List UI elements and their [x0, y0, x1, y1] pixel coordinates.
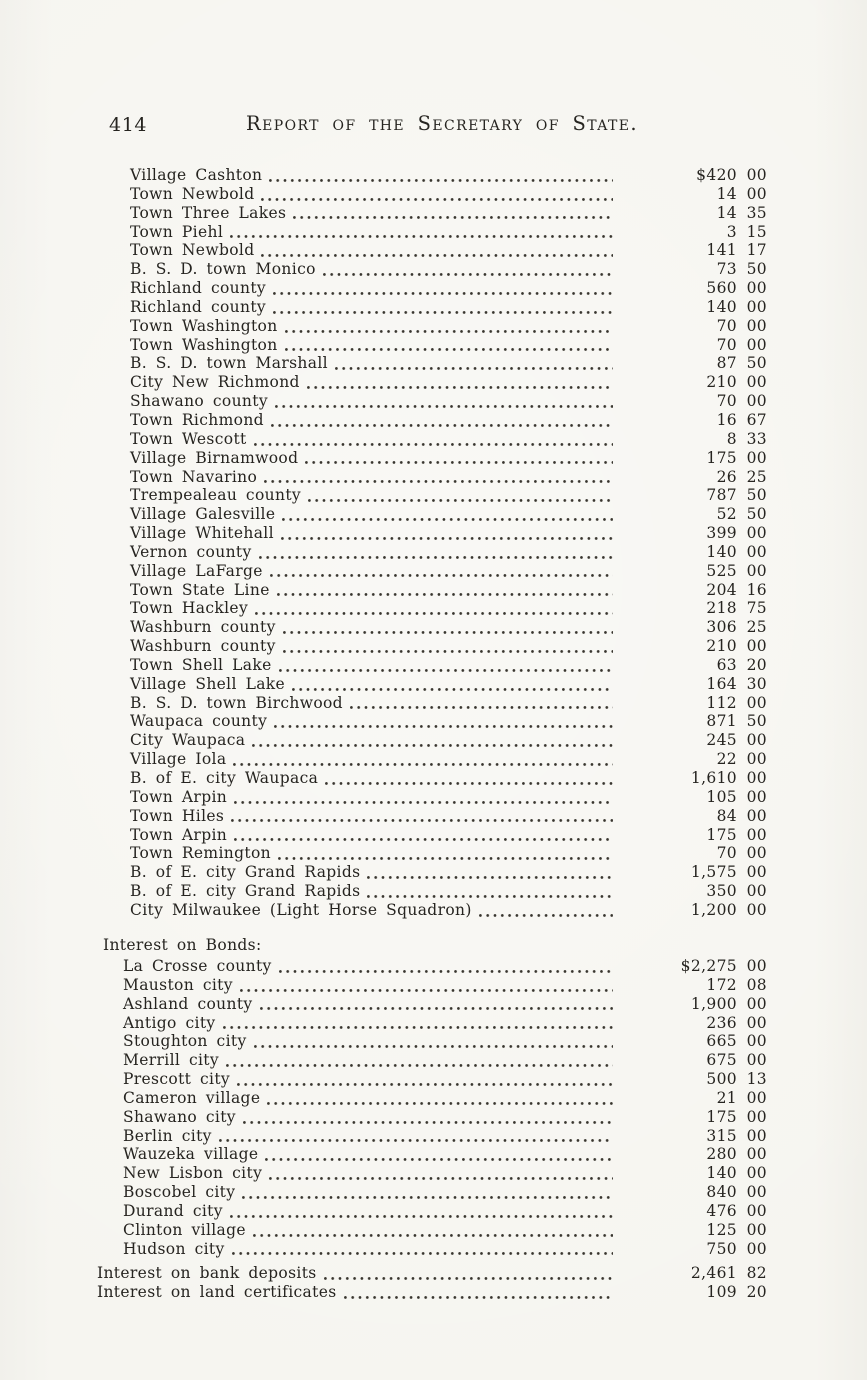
ledger-row	[97, 1240, 767, 1259]
entry-label: Shawano city	[123, 1107, 236, 1126]
ledger-row	[97, 505, 767, 524]
amount-dollars: 210	[706, 637, 737, 656]
amount-dollars: 26	[716, 467, 737, 486]
amount-dollars: 525	[706, 561, 737, 580]
ledger-row	[97, 166, 767, 185]
amount-dollars: 175	[706, 448, 737, 467]
ledger-row	[97, 788, 767, 807]
entry-label: Town Newbold	[130, 241, 255, 260]
amount-cents: 50	[746, 505, 767, 524]
entry-label: B. S. D. town Monico	[130, 260, 316, 279]
entry-label: Village Whitehall	[130, 524, 274, 543]
entry-label: City New Richmond	[130, 373, 300, 392]
dot-leader	[323, 260, 613, 279]
ledger-row	[97, 656, 767, 675]
amount-dollars: 70	[716, 335, 737, 354]
amount-cents: 00	[746, 542, 767, 561]
dot-leader	[234, 826, 613, 845]
amount-cents: 50	[746, 486, 767, 505]
dot-leader	[271, 411, 613, 430]
dot-leader	[253, 1221, 613, 1240]
amount-cents: 00	[746, 1164, 767, 1183]
amount-cents: 00	[746, 297, 767, 316]
amount-dollars: 204	[706, 580, 737, 599]
entry-label: Village LaFarge	[130, 561, 263, 580]
dot-leader	[308, 486, 613, 505]
ledger-row	[97, 1051, 767, 1070]
ledger-row	[97, 599, 767, 618]
amount-cents: 00	[746, 769, 767, 787]
entry-label: Village Galesville	[130, 505, 276, 524]
amount-cents: 00	[746, 957, 767, 975]
amount-dollars: 218	[706, 599, 737, 618]
entry-label: Wauzeka village	[123, 1145, 259, 1164]
amount-dollars: 125	[706, 1220, 737, 1239]
amount-cents: 00	[746, 1220, 767, 1239]
amount-dollars: 1,900	[690, 994, 737, 1013]
amount-cents: 00	[746, 448, 767, 467]
ledger-row	[97, 807, 767, 826]
entry-label: Stoughton city	[123, 1032, 247, 1051]
entry-label: Merrill city	[123, 1051, 219, 1070]
amount-cents: 00	[746, 1239, 767, 1258]
entry-label: Town Hiles	[130, 806, 225, 825]
dot-leader	[292, 675, 613, 694]
amount-dollars: 750	[706, 1239, 737, 1258]
entry-label: Vernon county	[130, 542, 252, 561]
amount-dollars: 3	[726, 222, 737, 241]
entry-label: Clinton village	[123, 1220, 246, 1239]
amount-cents: 33	[746, 429, 767, 448]
ledger-row	[97, 957, 767, 976]
amount-cents: 00	[746, 863, 767, 882]
amount-dollars: 236	[706, 1013, 737, 1032]
entry-label: B. of E. city Grand Rapids	[130, 882, 361, 901]
amount-dollars: 141	[706, 241, 737, 260]
amount-cents: 00	[746, 392, 767, 411]
dot-leader	[234, 788, 613, 807]
interest-on-bonds-heading: Interest on Bonds:	[103, 936, 262, 954]
ledger-row	[97, 185, 767, 204]
ledger-row	[97, 1032, 767, 1051]
amount-dollars: 399	[706, 524, 737, 543]
dot-leader	[278, 844, 613, 863]
dot-leader	[254, 430, 613, 449]
entry-label: Cameron village	[123, 1088, 261, 1107]
amount-cents: 00	[746, 561, 767, 580]
amount-dollars: 22	[716, 750, 737, 769]
amount-cents: 00	[746, 1088, 767, 1107]
entry-label: Interest on land certificates	[97, 1282, 337, 1301]
dot-leader	[269, 1164, 613, 1183]
ledger-row	[97, 882, 767, 901]
dot-leader	[350, 694, 613, 713]
amount-cents: 67	[746, 410, 767, 429]
entry-label: Village Cashton	[130, 166, 263, 184]
ledger-row	[97, 1183, 767, 1202]
ledger-row	[97, 223, 767, 242]
amount-dollars: 306	[706, 618, 737, 637]
amount-dollars: 105	[706, 787, 737, 806]
entry-label: Town Three Lakes	[130, 203, 287, 222]
dot-leader	[223, 1014, 613, 1033]
ledger-row	[97, 486, 767, 505]
entry-label: Village Iola	[130, 750, 227, 769]
dot-leader	[279, 957, 613, 976]
amount-dollars: 476	[706, 1201, 737, 1220]
amount-cents: 50	[746, 712, 767, 731]
amount-dollars: 245	[706, 731, 737, 750]
ledger-row	[97, 675, 767, 694]
entry-label: Town Hackley	[130, 599, 249, 618]
dot-leader	[273, 298, 613, 317]
entry-label: City Waupaca	[130, 731, 246, 750]
amount-dollars: 665	[706, 1032, 737, 1051]
amount-cents: 20	[746, 655, 767, 674]
entry-label: Town Washington	[130, 316, 278, 335]
amount-cents: 00	[746, 806, 767, 825]
dot-leader	[219, 1127, 613, 1146]
amount-dollars: 140	[706, 542, 737, 561]
entry-label: Durand city	[123, 1201, 223, 1220]
dot-leader	[233, 750, 613, 769]
ledger-row	[97, 204, 767, 223]
amount-cents: 00	[746, 900, 767, 919]
dot-leader	[279, 656, 613, 675]
dot-leader	[293, 204, 613, 223]
amount-cents: 35	[746, 203, 767, 222]
amount-dollars: 500	[706, 1070, 737, 1089]
amount-dollars: 70	[716, 392, 737, 411]
dot-leader	[305, 449, 613, 468]
amount-dollars: 16	[716, 410, 737, 429]
entry-label: Mauston city	[123, 975, 233, 994]
amount-cents: 00	[746, 844, 767, 863]
ledger-row	[97, 1070, 767, 1089]
page-title: Report of the Secretary of State.	[246, 112, 638, 135]
entry-label: Town Remington	[130, 844, 271, 863]
dot-leader	[231, 807, 613, 826]
dot-leader	[252, 731, 613, 750]
amount-cents: 00	[746, 1145, 767, 1164]
ledger-row	[97, 750, 767, 769]
amount-cents: 00	[746, 637, 767, 656]
amount-cents: 00	[746, 825, 767, 844]
amount-cents: 00	[746, 1032, 767, 1051]
amount-dollars: 70	[716, 844, 737, 863]
entry-label: B. S. D. town Birchwood	[130, 693, 343, 712]
dot-leader	[230, 1202, 613, 1221]
ledger-row	[97, 336, 767, 355]
ledger-row	[97, 543, 767, 562]
entry-label: Village Shell Lake	[130, 674, 286, 693]
entry-label: Town Piehl	[130, 222, 224, 241]
entry-label: Town State Line	[130, 580, 270, 599]
amount-dollars: 140	[706, 297, 737, 316]
ledger-row	[97, 976, 767, 995]
entry-label: Antigo city	[123, 1013, 216, 1032]
ledger-row	[97, 411, 767, 430]
amount-cents: 00	[746, 1201, 767, 1220]
dot-leader	[230, 223, 613, 242]
entry-label: Berlin city	[123, 1126, 212, 1145]
entry-label: Richland county	[130, 297, 267, 316]
amount-dollars: $2,275	[680, 957, 737, 975]
dot-leader	[275, 392, 613, 411]
entry-label: Town Arpin	[130, 825, 228, 844]
dot-leader	[274, 712, 613, 731]
dot-leader	[335, 354, 613, 373]
amount-cents: 00	[746, 1183, 767, 1202]
ledger-row	[97, 279, 767, 298]
amount-cents: 00	[746, 1107, 767, 1126]
ledger-row	[97, 1108, 767, 1127]
amount-dollars: 63	[716, 655, 737, 674]
interest-on-bonds-list	[97, 957, 767, 1259]
ledger-row	[97, 260, 767, 279]
entry-label: Hudson city	[123, 1239, 225, 1258]
ledger-row	[97, 1089, 767, 1108]
amount-dollars: $420	[696, 166, 737, 184]
ledger-row	[97, 373, 767, 392]
dot-leader	[267, 1089, 613, 1108]
ledger-row	[97, 1145, 767, 1164]
amount-dollars: 14	[716, 203, 737, 222]
ledger-row	[97, 1014, 767, 1033]
amount-cents: 00	[746, 279, 767, 298]
amount-dollars: 315	[706, 1126, 737, 1145]
ledger-row	[97, 863, 767, 882]
dot-leader	[325, 769, 613, 788]
amount-cents: 16	[746, 580, 767, 599]
ledger-row	[97, 1127, 767, 1146]
dot-leader	[277, 581, 613, 600]
dot-leader	[285, 336, 613, 355]
dot-leader	[479, 901, 613, 920]
amount-dollars: 172	[706, 975, 737, 994]
ledger-row	[97, 392, 767, 411]
ledger-row	[97, 769, 767, 788]
entry-label: Trempealeau county	[130, 486, 301, 505]
amount-dollars: 164	[706, 674, 737, 693]
amount-dollars: 871	[706, 712, 737, 731]
dot-leader	[261, 241, 613, 260]
amount-dollars: 73	[716, 260, 737, 279]
dot-leader	[242, 1183, 613, 1202]
dot-leader	[264, 468, 613, 487]
ledger-row	[97, 637, 767, 656]
entry-label: New Lisbon city	[123, 1164, 263, 1183]
ledger-row	[97, 1283, 767, 1302]
dot-leader	[281, 524, 613, 543]
amount-dollars: 560	[706, 279, 737, 298]
amount-cents: 00	[746, 373, 767, 392]
entry-label: Town Washington	[130, 335, 278, 354]
entry-label: B. of E. city Grand Rapids	[130, 863, 361, 882]
amount-cents: 00	[746, 316, 767, 335]
amount-dollars: 1,610	[690, 769, 737, 787]
ledger-row	[97, 826, 767, 845]
ledger-row	[97, 844, 767, 863]
dot-leader	[367, 882, 613, 901]
amount-dollars: 87	[716, 354, 737, 373]
ledger-row	[97, 995, 767, 1014]
amount-cents: 00	[746, 1051, 767, 1070]
amount-cents: 50	[746, 354, 767, 373]
entry-label: Town Richmond	[130, 410, 264, 429]
amount-dollars: 210	[706, 373, 737, 392]
amount-cents: 00	[746, 787, 767, 806]
ledger-row	[97, 712, 767, 731]
amount-cents: 25	[746, 467, 767, 486]
ledger-row	[97, 524, 767, 543]
amount-cents: 00	[746, 693, 767, 712]
dot-leader	[243, 1108, 613, 1127]
amount-cents: 00	[746, 882, 767, 901]
dot-leader	[232, 1240, 613, 1259]
amount-dollars: 21	[716, 1088, 737, 1107]
entry-label: Boscobel city	[123, 1183, 236, 1202]
entry-label: Prescott city	[123, 1070, 231, 1089]
amount-dollars: 1,200	[690, 900, 737, 919]
dot-leader	[344, 1283, 613, 1302]
amount-cents: 00	[746, 994, 767, 1013]
dot-leader	[259, 543, 613, 562]
amount-dollars: 52	[716, 505, 737, 524]
ledger-row	[97, 1202, 767, 1221]
ledger-row	[97, 1164, 767, 1183]
dot-leader	[283, 637, 613, 656]
dot-leader	[265, 1145, 613, 1164]
dot-leader	[240, 976, 613, 995]
amount-cents: 20	[746, 1282, 767, 1301]
amount-dollars: 787	[706, 486, 737, 505]
amount-dollars: 2,461	[690, 1264, 737, 1282]
payments-list	[97, 166, 767, 920]
amount-cents: 82	[746, 1264, 767, 1282]
dot-leader	[307, 373, 613, 392]
amount-dollars: 350	[706, 882, 737, 901]
ledger-row	[97, 449, 767, 468]
amount-dollars: 675	[706, 1051, 737, 1070]
ledger-row	[97, 317, 767, 336]
dot-leader	[273, 279, 613, 298]
entry-label: City Milwaukee (Light Horse Squadron)	[130, 900, 472, 919]
entry-label: Town Shell Lake	[130, 655, 272, 674]
ledger-row	[97, 298, 767, 317]
entry-label: B. S. D. town Marshall	[130, 354, 328, 373]
amount-cents: 00	[746, 750, 767, 769]
entry-label: Shawano county	[130, 392, 268, 411]
amount-dollars: 1,575	[690, 863, 737, 882]
dot-leader	[255, 599, 613, 618]
amount-cents: 00	[746, 1013, 767, 1032]
ledger-row	[97, 731, 767, 750]
amount-dollars: 109	[706, 1282, 737, 1301]
dot-leader	[270, 562, 613, 581]
amount-cents: 15	[746, 222, 767, 241]
dot-leader	[261, 185, 613, 204]
amount-dollars: 840	[706, 1183, 737, 1202]
amount-cents: 00	[746, 731, 767, 750]
entry-label: Town Newbold	[130, 184, 255, 203]
amount-dollars: 70	[716, 316, 737, 335]
amount-dollars: 280	[706, 1145, 737, 1164]
amount-cents: 30	[746, 674, 767, 693]
ledger-row	[97, 581, 767, 600]
totals-list	[97, 1264, 767, 1302]
amount-cents: 00	[746, 524, 767, 543]
amount-cents: 50	[746, 260, 767, 279]
ledger-row	[97, 1221, 767, 1240]
amount-cents: 13	[746, 1070, 767, 1089]
entry-label: La Crosse county	[123, 957, 272, 975]
dot-leader	[260, 995, 613, 1014]
amount-dollars: 112	[706, 693, 737, 712]
ledger-row	[97, 901, 767, 920]
ledger-row	[97, 694, 767, 713]
entry-label: Town Navarino	[130, 467, 258, 486]
entry-label: Town Arpin	[130, 787, 228, 806]
page-number: 414	[109, 114, 148, 136]
dot-leader	[226, 1051, 613, 1070]
ledger-row	[97, 241, 767, 260]
entry-label: Village Birnamwood	[130, 448, 299, 467]
page-header	[97, 112, 767, 140]
amount-dollars: 84	[716, 806, 737, 825]
ledger-row	[97, 430, 767, 449]
dot-leader	[282, 505, 613, 524]
amount-dollars: 175	[706, 1107, 737, 1126]
entry-label: Washburn county	[130, 618, 276, 637]
amount-dollars: 175	[706, 825, 737, 844]
amount-cents: 00	[746, 335, 767, 354]
ledger-row	[97, 354, 767, 373]
entry-label: Washburn county	[130, 637, 276, 656]
entry-label: Ashland county	[123, 994, 253, 1013]
amount-cents: 75	[746, 599, 767, 618]
amount-dollars: 140	[706, 1164, 737, 1183]
dot-leader	[254, 1032, 613, 1051]
dot-leader	[324, 1264, 613, 1283]
ledger-row	[97, 562, 767, 581]
amount-dollars: 14	[716, 184, 737, 203]
amount-cents: 25	[746, 618, 767, 637]
dot-leader	[237, 1070, 613, 1089]
amount-cents: 00	[746, 184, 767, 203]
amount-cents: 00	[746, 166, 767, 184]
amount-cents: 17	[746, 241, 767, 260]
ledger-row	[97, 618, 767, 637]
entry-label: Richland county	[130, 279, 267, 298]
entry-label: Town Wescott	[130, 429, 247, 448]
ledger-row	[97, 468, 767, 487]
ledger-row	[97, 1264, 767, 1283]
entry-label: Waupaca county	[130, 712, 268, 731]
dot-leader	[367, 863, 613, 882]
entry-label: Interest on bank deposits	[97, 1264, 317, 1282]
entry-label: B. of E. city Waupaca	[130, 769, 319, 787]
dot-leader	[283, 618, 613, 637]
dot-leader	[285, 317, 613, 336]
amount-dollars: 8	[726, 429, 737, 448]
amount-cents: 08	[746, 975, 767, 994]
dot-leader	[269, 166, 613, 185]
amount-cents: 00	[746, 1126, 767, 1145]
